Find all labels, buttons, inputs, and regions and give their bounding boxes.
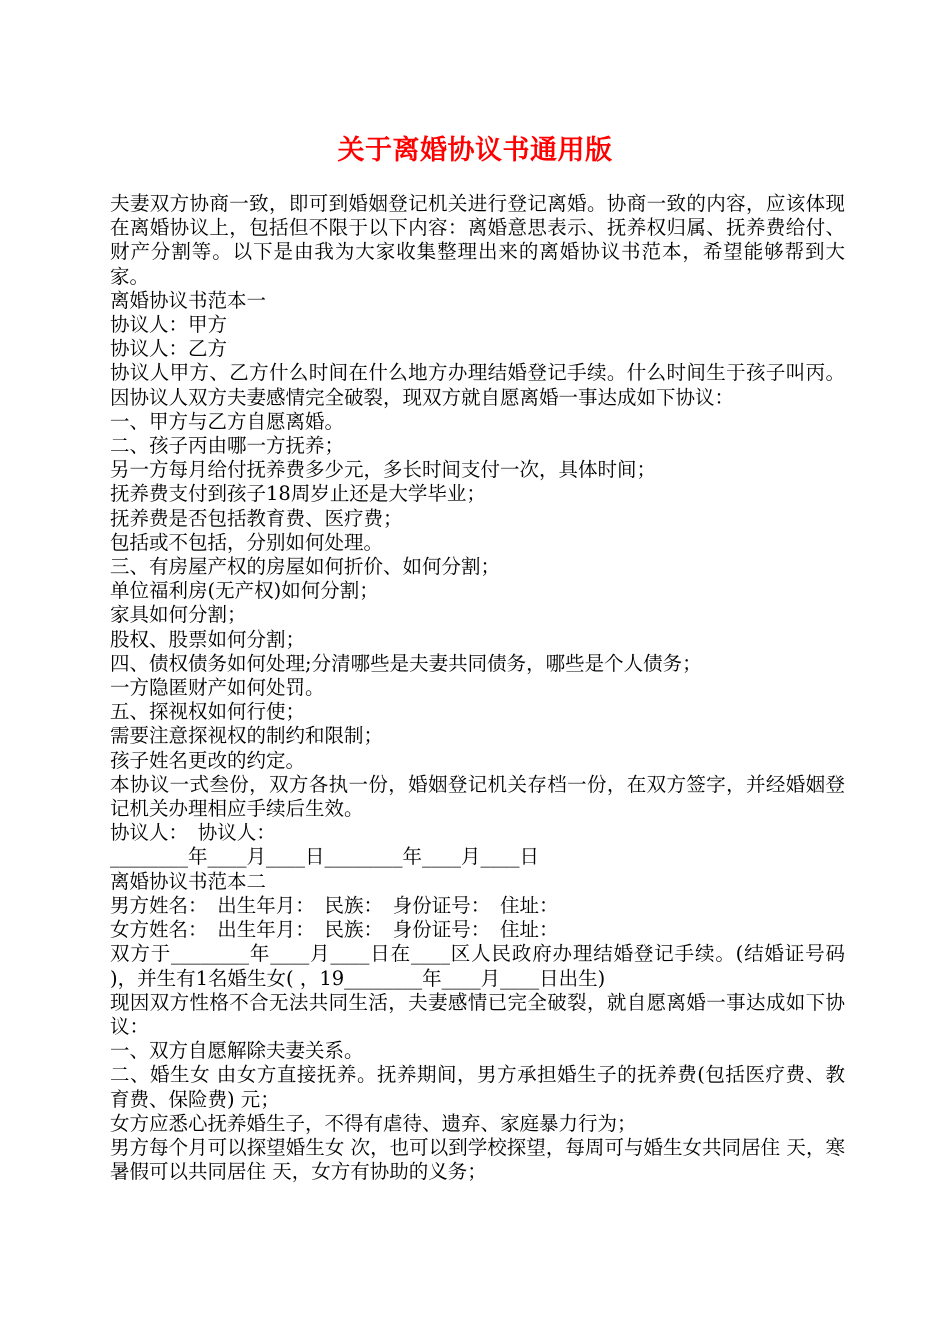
section-heading-sample-one: 离婚协议书范本一 [110,288,267,312]
marriage-background-paragraph: 协议人甲方、乙方什么时间在什么地方办理结婚登记手续。什么时间生于孩子叫丙。因协议人双方夫妻感情完全破裂，现双方就自愿离婚一事达成如下协议： [110,361,845,409]
clause-3: 三、有房屋产权的房屋如何折价、如何分割； [110,555,501,579]
section-heading-sample-two: 离婚协议书范本二 [110,869,267,893]
party-a-line: 协议人：甲方 [110,313,228,337]
clause-3-line-3: 股权、股票如何分割； [110,627,306,651]
copies-paragraph: 本协议一式叁份，双方各执一份，婚姻登记机关存档一份，在双方签字，并经婚姻登记机关办理相应手续后生效。 [110,772,845,821]
clause-5-line-2: 孩子姓名更改的约定。 [110,748,306,772]
clause-3-line-1: 单位福利房(无产权)如何分割； [110,579,379,603]
clause-2-line-3: 抚养费是否包括教育费、医疗费； [110,506,403,530]
clause-2-line-1: 另一方每月给付抚养费多少元，多长时间支付一次，具体时间； [110,458,657,482]
sample-two-clause-2: 二、婚生女 由女方直接抚养。抚养期间，男方承担婚生子的抚养费(包括医疗费、教育费、保险费) 元； [110,1063,845,1111]
clause-4-line-1: 一方隐匿财产如何处罚。 [110,676,325,700]
document-title: 关于离婚协议书通用版 [337,135,613,166]
female-info-line: 女方姓名： 出生年月： 民族： 身份证号： 住址： [110,918,559,942]
clause-1: 一、甲方与乙方自愿离婚。 [110,409,345,433]
clause-5-line-1: 需要注意探视权的制约和限制； [110,724,384,748]
sample-two-clause-2-line-1: 女方应悉心抚养婚生子，不得有虐待、遗弃、家庭暴力行为； [110,1111,637,1135]
signature-line: 协议人： 协议人： [110,821,276,845]
party-b-line: 协议人：乙方 [110,337,228,361]
registration-paragraph: 双方于________年____月____日在____区人民政府办理结婚登记手续。(结婚证号码 )，并生有1名婚生女( ，19________年____月____日出生) [110,942,845,990]
clause-4: 四、债权债务如何处理;分清哪些是夫妻共同债务，哪些是个人债务； [110,651,702,675]
intro-paragraph: 夫妻双方协商一致，即可到婚姻登记机关进行登记离婚。协商一致的内容，应该体现在离婚协议上，包括但不限于以下内容：离婚意思表示、抚养权归属、抚养费给付、财产分割等。以下是由我为大家收集整理出来的离婚协议书范本，希望能够帮到大家。 [110,192,845,288]
clause-3-line-2: 家具如何分割； [110,603,247,627]
document-body [110,192,845,1184]
clause-2: 二、孩子丙由哪一方抚养； [110,434,345,458]
date-line: ________年____月____日________年____月____日 [110,845,539,869]
clause-2-line-2: 抚养费支付到孩子18周岁止还是大学毕业； [110,482,486,506]
clause-2-line-4: 包括或不包括，分别如何处理。 [110,530,384,554]
clause-5: 五、探视权如何行使； [110,700,306,724]
sample-two-clause-1: 一、双方自愿解除夫妻关系。 [110,1039,364,1063]
sample-two-clause-2-line-2: 男方每个月可以探望婚生女 次，也可以到学校探望，每周可与婚生女共同居住 天，寒暑假可以共同居住 天，女方有协助的义务； [110,1135,845,1184]
male-info-line: 男方姓名： 出生年月： 民族： 身份证号： 住址： [110,893,559,917]
reason-paragraph: 现因双方性格不合无法共同生活，夫妻感情已完全破裂，就自愿离婚一事达成如下协议： [110,990,845,1038]
